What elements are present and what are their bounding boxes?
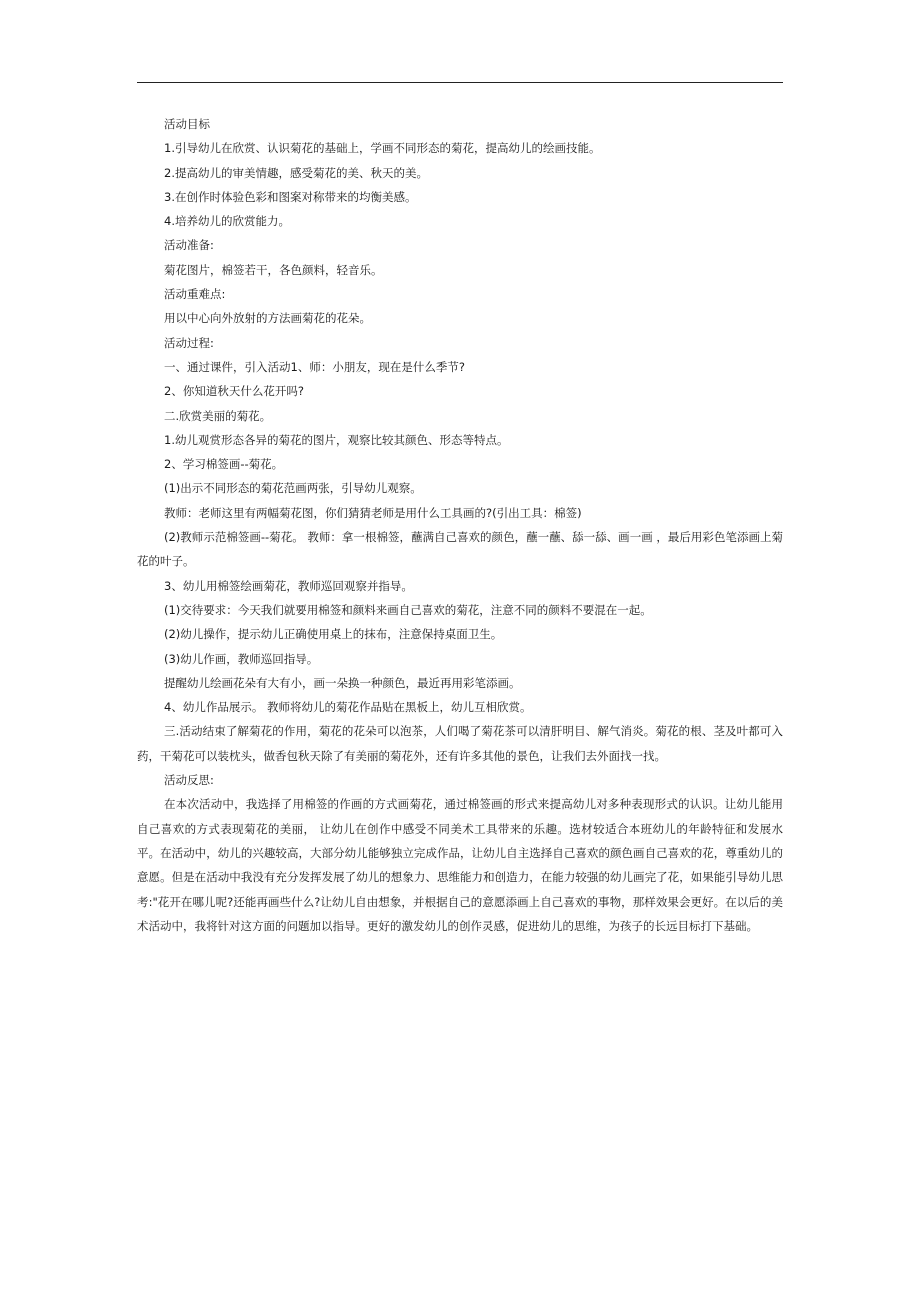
reflection-text: 在本次活动中，我选择了用棉签的作画的方式画菊花，通过棉签画的形式来提高幼儿对多种表现形式的认识。让幼儿能用自己喜欢的方式表现菊花的美丽， 让幼儿在创作中感受不同美术工具带来的乐趣。选材较适合本班幼儿的年龄特征和发展水平。在活动中，幼儿的兴趣较高，大部分幼儿能够独立完成作品，让幼儿自主选择自己喜欢的颜色画自己喜欢的花，尊重幼儿的意愿。但是在活动中我没有充分发挥发展了幼儿的想象力、思维能力和创造力，在能力较强的幼儿画完了花，如果能引导幼儿思考:"花开在哪儿呢?还能再画些什么?让幼儿自由想象，并根据自己的意愿添画上自己喜欢的事物，那样效果会更好。在以后的美术活动中，我将针对这方面的问题加以指导。更好的激发幼儿的创作灵感，促进幼儿的思维，为孩子的长远目标打下基础。 [137, 797, 783, 933]
objective-1: 1.引导幼儿在欣赏、认识菊花的基础上，学画不同形态的菊花，提高幼儿的绘画技能。 [164, 141, 601, 156]
heading-key-points: 活动重难点: [164, 287, 226, 302]
objective-3: 3.在创作时体验色彩和图案对称带来的均衡美感。 [164, 189, 417, 204]
process-step-conclusion: 三.活动结束了解菊花的作用，菊花的花朵可以泡茶，人们喝了菊花茶可以清肝明目、解气消炎。菊花的根、茎及叶都可入药，干菊花可以装枕头，做香包秋天除了有美丽的菊花外，还有许多其他的景色，让我们去外面找一找。 [137, 724, 783, 763]
process-step-3-1: (1)交待要求：今天我们就要用棉签和颜料来画自己喜欢的菊花，注意不同的颜料不要混在一起。 [164, 602, 652, 617]
process-step-2: 二.欣赏美丽的菊花。 [164, 408, 272, 423]
heading-preparation: 活动准备: [164, 238, 214, 253]
heading-objectives: 活动目标 [164, 117, 210, 131]
document-body [137, 112, 783, 938]
process-reminder: 提醒幼儿绘画花朵有大有小，画一朵换一种颜色，最近再用彩笔添画。 [164, 675, 521, 690]
heading-reflection: 活动反思: [164, 773, 214, 788]
preparation-text: 菊花图片，棉签若干，各色颜料，轻音乐。 [164, 262, 383, 277]
key-points-text: 用以中心向外放射的方法画菊花的花朵。 [164, 311, 371, 326]
process-teacher-line: 教师：老师这里有两幅菊花图，你们猜猜老师是用什么工具画的?(引出工具：棉签) [164, 505, 582, 520]
process-step-3: 3、幼儿用棉签绘画菊花，教师巡回观察并指导。 [164, 578, 413, 593]
objective-4: 4.培养幼儿的欣赏能力。 [164, 214, 290, 229]
process-step-2-1: 1.幼儿观赏形态各异的菊花的图片，观察比较其颜色、形态等特点。 [164, 432, 509, 447]
objective-2: 2.提高幼儿的审美情趣，感受菊花的美、秋天的美。 [164, 165, 428, 180]
header-rule [137, 82, 783, 83]
process-step-1-2: 2、你知道秋天什么花开吗? [164, 384, 304, 399]
heading-process: 活动过程: [164, 335, 214, 350]
process-step-3-2: (2)幼儿操作，提示幼儿正确使用桌上的抹布，注意保持桌面卫生。 [164, 627, 503, 642]
process-step-2-2-1: (1)出示不同形态的菊花范画两张，引导幼儿观察。 [164, 481, 422, 496]
process-step-2-2: 2、学习棉签画--菊花。 [164, 457, 284, 472]
process-step-1: 一、通过课件，引入活动1、师：小朋友，现在是什么季节? [164, 359, 465, 374]
process-step-3-3: (3)幼儿作画，教师巡回指导。 [164, 651, 319, 666]
process-step-4: 4、幼儿作品展示。 教师将幼儿的菊花作品贴在黑板上，幼儿互相欣赏。 [164, 700, 532, 715]
process-step-2-2-2: (2)教师示范棉签画--菊花。 教师：拿一根棉签，蘸满自己喜欢的颜色，蘸一蘸、舔一舔、画一画 ，最后用彩色笔添画上菊花的叶子。 [137, 530, 783, 569]
